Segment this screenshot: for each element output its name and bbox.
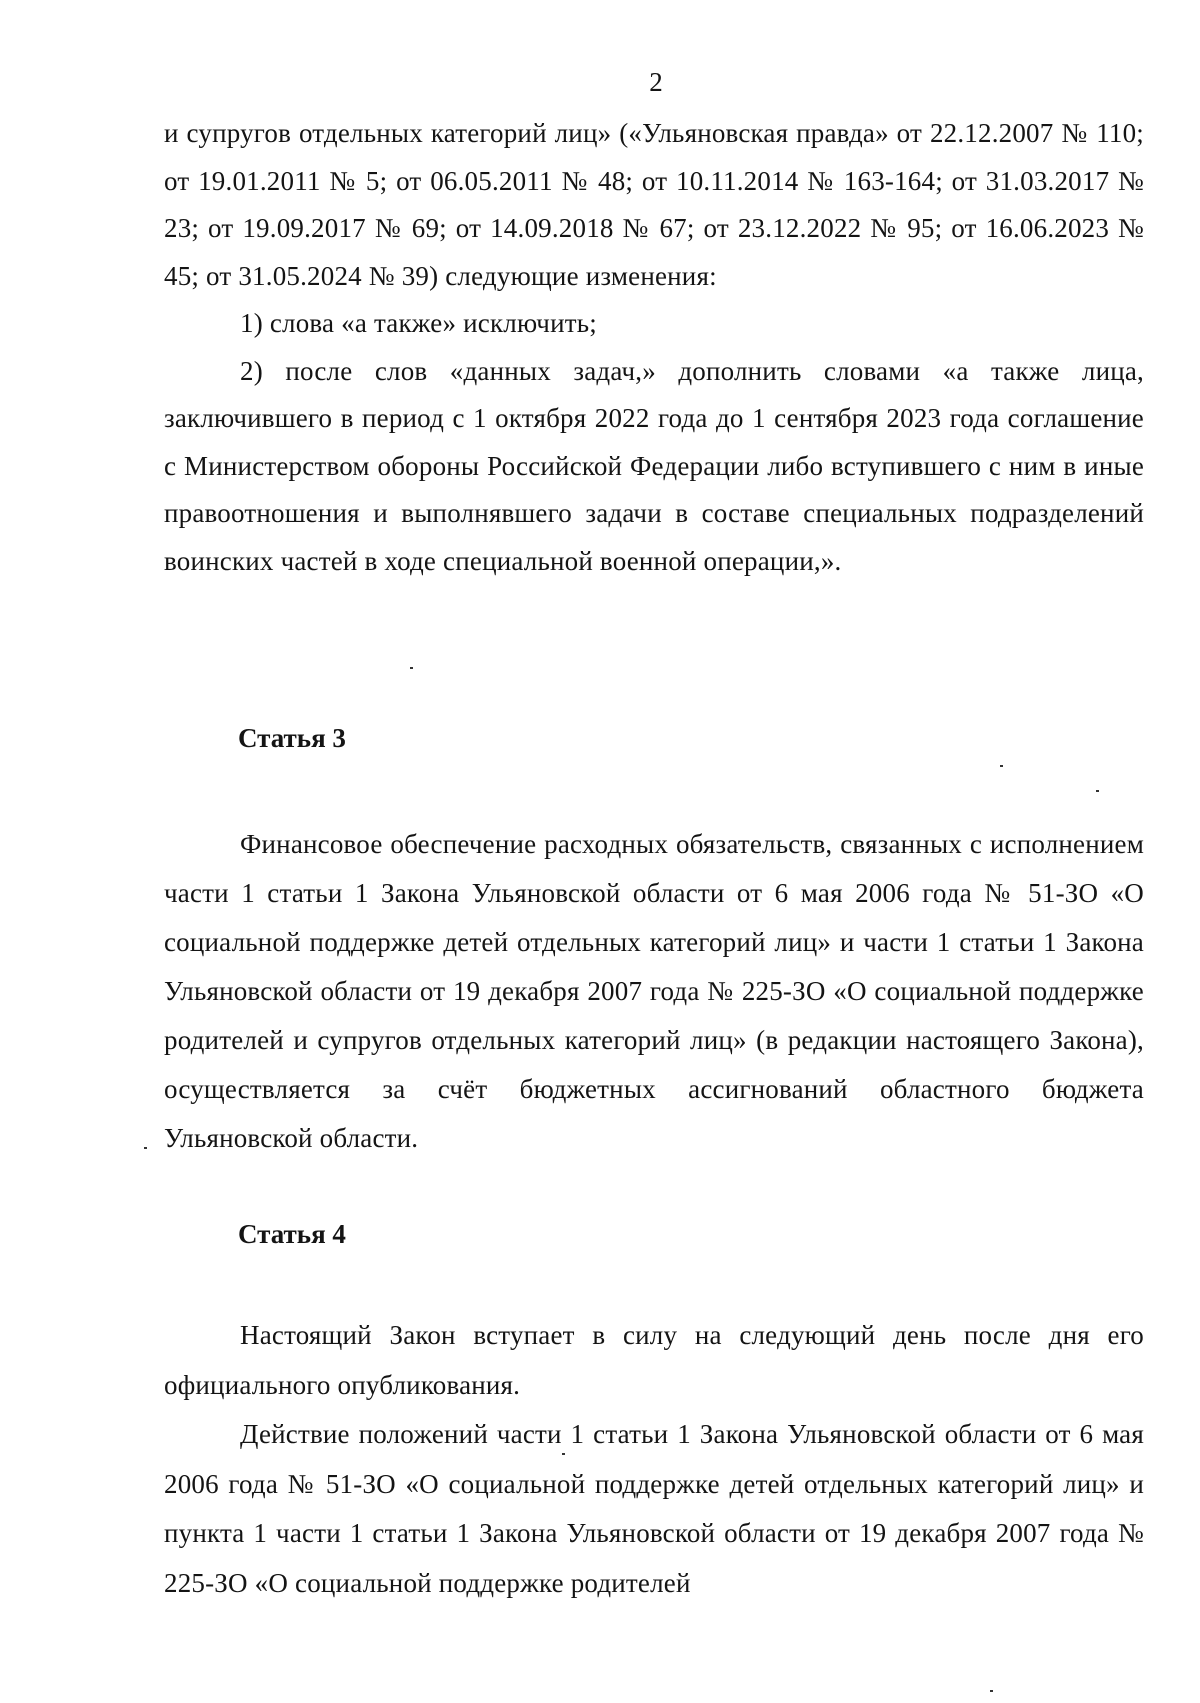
article-4-body: [164, 1311, 1144, 1608]
article-4-paragraph-1: Настоящий Закон вступает в силу на следующий день после дня его официального опубликования.: [164, 1320, 1144, 1400]
article-4-paragraph-2: Действие положений части 1 статьи 1 Закона Ульяновской области от 6 мая 2006 года № 51-ЗО «О социальной поддержке детей отдельных категорий лиц» и пункта 1 части 1 статьи 1 Закона Ульяновской области от 19 декабря 2007 года № 225-ЗО «О социальной поддержке родителей: [164, 1419, 1144, 1598]
scan-speck: [144, 1147, 147, 1149]
article-4-heading: Статья 4: [238, 1219, 346, 1249]
scan-speck: [1000, 765, 1003, 767]
article-3-heading: Статья 3: [238, 723, 346, 753]
scan-speck: [562, 1453, 565, 1455]
article-3-body: [164, 820, 1144, 1163]
article-3-paragraph: Финансовое обеспечение расходных обязательств, связанных с исполнением части 1 статьи 1 Закона Ульяновской области от 6 мая 2006 года № 51-ЗО «О социальной поддержке детей отдельных категорий лиц» и части 1 статьи 1 Закона Ульяновской области от 19 декабря 2007 года № 225-ЗО «О социальной поддержке родителей и супругов отдельных категорий лиц» (в редакции настоящего Закона), осуществляется за счёт бюджетных ассигнований областного бюджета Ульяновской области.: [164, 829, 1144, 1153]
scan-speck: [990, 1690, 993, 1692]
scan-speck: [410, 667, 413, 669]
scan-speck: [1096, 790, 1099, 792]
amendments-text: [164, 110, 1144, 585]
page-number: 2: [649, 67, 663, 97]
paragraph-item-1: 1) слова «а также» исключить;: [240, 308, 597, 338]
paragraph-continuation: и супругов отдельных категорий лиц» («Ульяновская правда» от 22.12.2007 № 110; от 19.01.2011 № 5; от 06.05.2011 № 48; от 10.11.2014 № 163-164; от 31.03.2017 № 23; от 19.09.2017 № 69; от 14.09.2018 № 67; от 23.12.2022 № 95; от 16.06.2023 № 45; от 31.05.2024 № 39) следующие изменения:: [164, 118, 1144, 291]
paragraph-item-2: 2) после слов «данных задач,» дополнить словами «а также лица, заключившего в период с 1 октября 2022 года до 1 сентября 2023 года соглашение с Министерством обороны Российской Федерации либо вступившего с ним в иные правоотношения и выполнявшего задачи в составе специальных подразделений воинских частей в ходе специальной военной операции,».: [164, 355, 1144, 576]
